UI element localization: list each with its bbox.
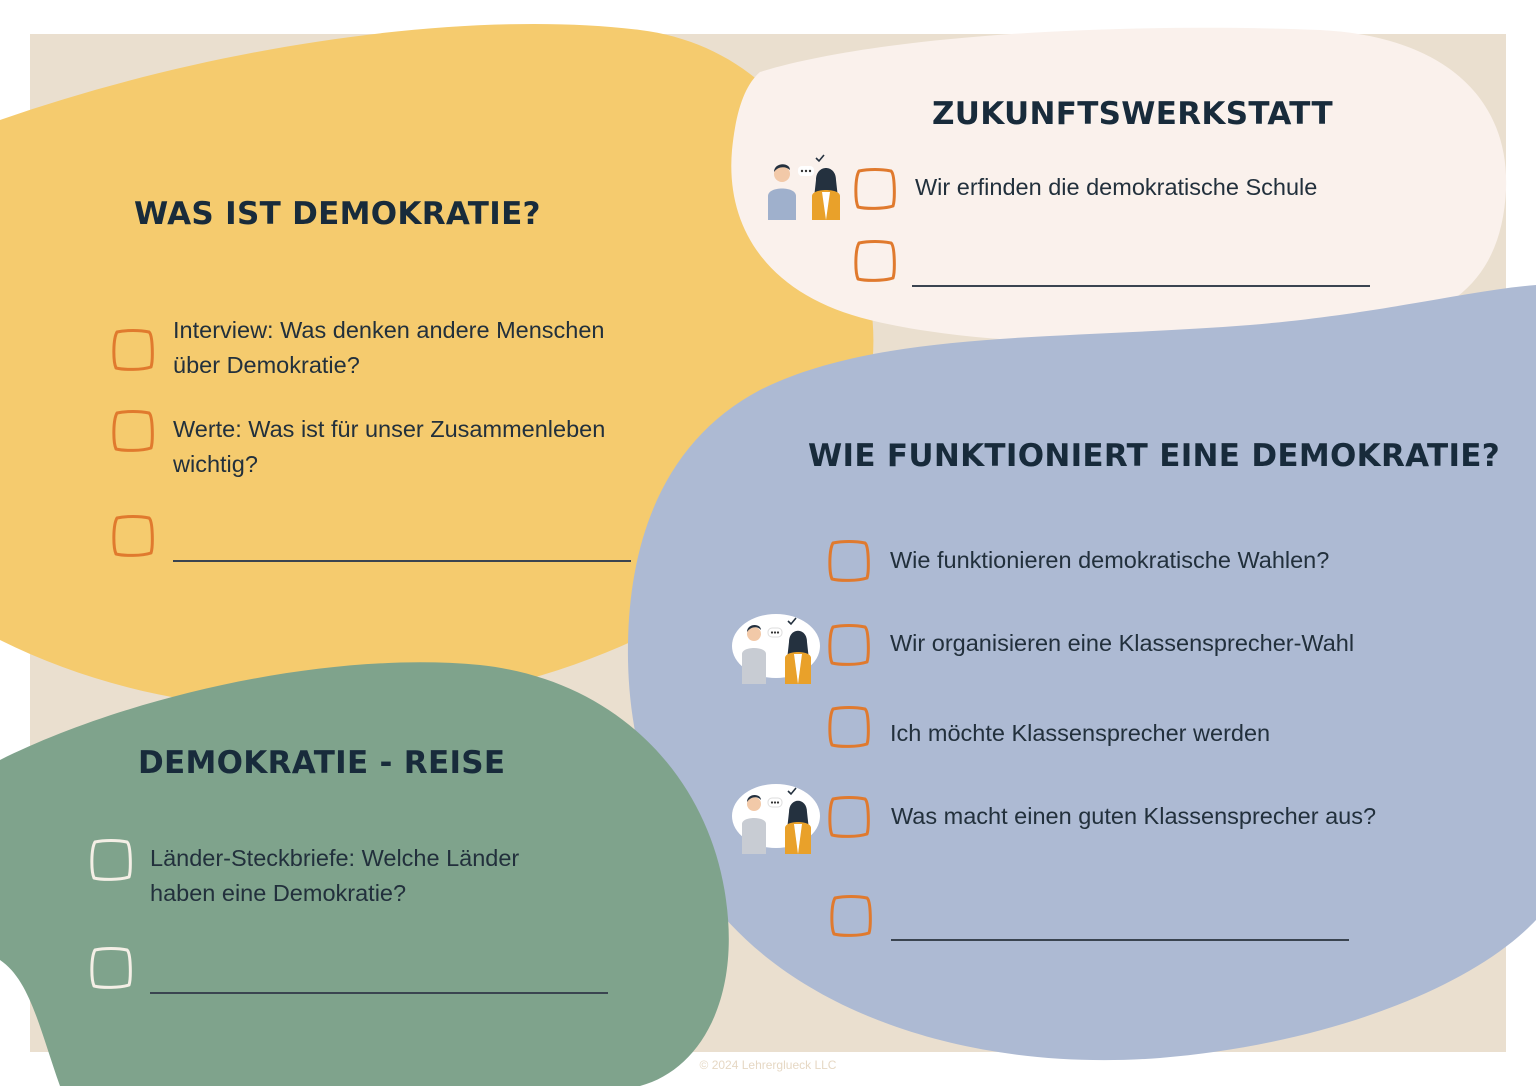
item-werte-line2: wichtig? xyxy=(173,451,258,477)
checkbox-icon[interactable] xyxy=(852,166,898,212)
copyright-text: © 2024 Lehrerglueck LLC xyxy=(699,1058,837,1072)
item-laender-line1: Länder-Steckbriefe: Welche Länder xyxy=(150,845,520,871)
checkbox-icon[interactable] xyxy=(852,238,898,284)
checkbox-icon[interactable] xyxy=(826,538,872,584)
item-klassensprecher-wahl: Wir organisieren eine Klassensprecher-Wahl xyxy=(890,630,1355,656)
checkbox-icon[interactable] xyxy=(110,513,156,559)
checkbox-icon[interactable] xyxy=(88,945,134,991)
item-guter-klassensprecher: Was macht einen guten Klassensprecher aus? xyxy=(891,803,1377,829)
people-talking-icon xyxy=(730,612,822,684)
item-klassensprecher-werden: Ich möchte Klassensprecher werden xyxy=(890,720,1271,746)
blank-answer-line[interactable] xyxy=(150,992,608,994)
item-laender-line2: haben eine Demokratie? xyxy=(150,880,407,906)
item-werte xyxy=(173,412,605,482)
blank-answer-line[interactable] xyxy=(891,939,1349,941)
heading-was-ist-demokratie: WAS IST DEMOKRATIE? xyxy=(134,196,541,232)
item-wahlen: Wie funktionieren demokratische Wahlen? xyxy=(890,547,1330,573)
people-talking-icon xyxy=(730,782,822,854)
checkbox-icon[interactable] xyxy=(110,408,156,454)
item-interview xyxy=(173,313,605,383)
checkbox-icon[interactable] xyxy=(826,704,872,750)
item-demokratische-schule: Wir erfinden die demokratische Schule xyxy=(915,174,1318,200)
item-laender-steckbriefe xyxy=(150,841,519,911)
checkbox-icon[interactable] xyxy=(88,837,134,883)
checkbox-icon[interactable] xyxy=(826,794,872,840)
people-talking-icon xyxy=(760,152,852,224)
item-werte-line1: Werte: Was ist für unser Zusammenleben xyxy=(173,416,606,442)
checkbox-icon[interactable] xyxy=(828,893,874,939)
checkbox-icon[interactable] xyxy=(110,327,156,373)
blank-answer-line[interactable] xyxy=(173,560,631,562)
item-interview-line1: Interview: Was denken andere Menschen xyxy=(173,317,605,343)
blank-answer-line[interactable] xyxy=(912,285,1370,287)
heading-demokratie-reise: DEMOKRATIE - REISE xyxy=(138,745,506,781)
item-interview-line2: über Demokratie? xyxy=(173,352,360,378)
heading-zukunftswerkstatt: ZUKUNFTSWERKSTATT xyxy=(932,96,1333,132)
heading-wie-funktioniert: WIE FUNKTIONIERT EINE DEMOKRATIE? xyxy=(808,438,1501,474)
checkbox-icon[interactable] xyxy=(826,622,872,668)
